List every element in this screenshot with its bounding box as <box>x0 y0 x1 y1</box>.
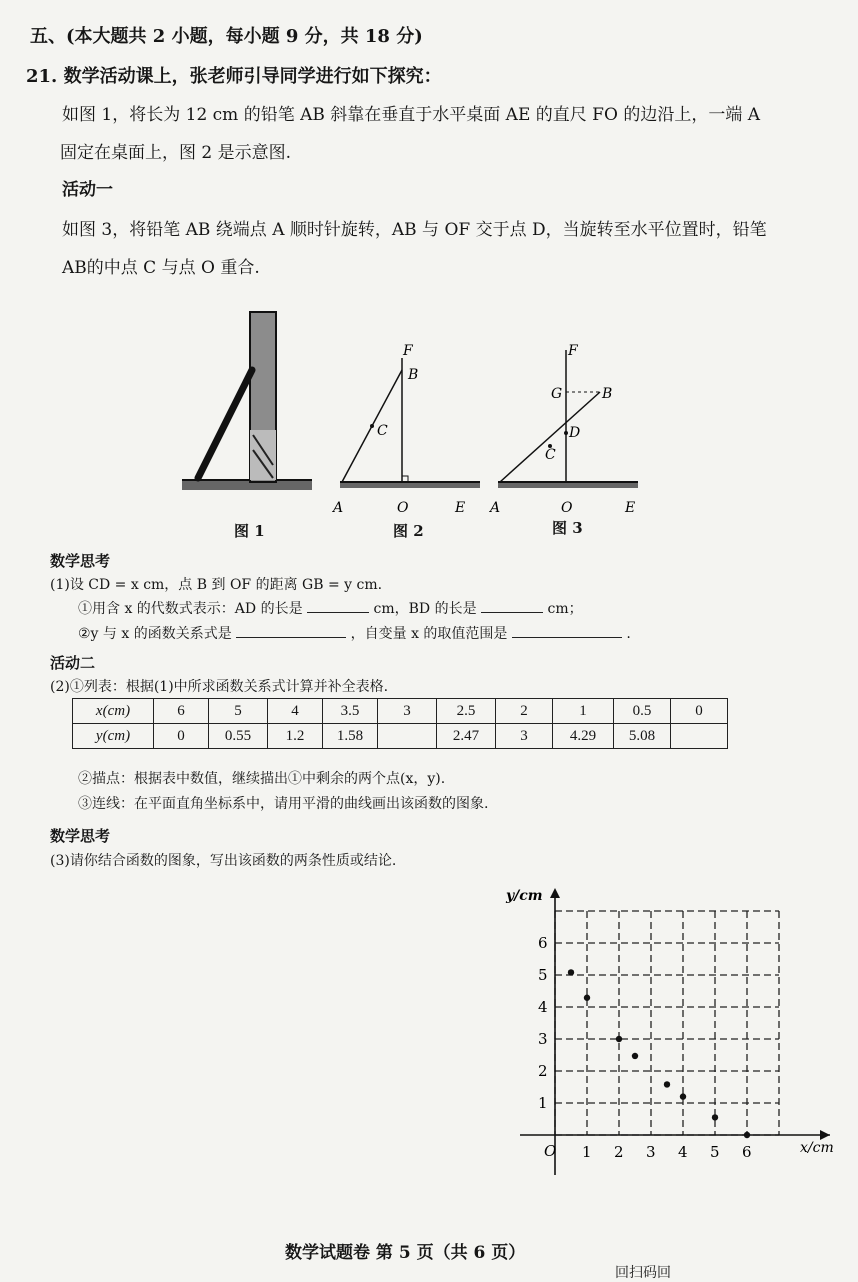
table-cell: 1.2 <box>268 724 323 749</box>
thinking-heading-1: 数学思考 <box>50 552 111 570</box>
question-2b: ②描点：根据表中数值，继续描出①中剩余的两个点(x，y). <box>78 771 446 787</box>
y-tick-label: 2 <box>538 1062 548 1080</box>
fig2-label-O: O <box>397 500 409 516</box>
x-tick-label: 6 <box>742 1143 752 1161</box>
question-1a-prefix: ①用含 x 的代数式表示：AD 的长是 <box>78 601 303 617</box>
table-cell: 5.08 <box>614 724 671 749</box>
data-point <box>680 1093 686 1099</box>
question-1b-suffix: . <box>626 626 631 642</box>
table-cell-blank[interactable] <box>378 724 437 749</box>
question-1a <box>78 598 583 618</box>
table-cell: 3 <box>378 699 437 724</box>
data-point <box>568 969 574 975</box>
y-tick-label: 3 <box>538 1030 548 1048</box>
data-point <box>664 1081 670 1087</box>
table-cell: 1.58 <box>323 724 378 749</box>
figure-1-illustration <box>182 312 312 490</box>
table-cell: 4.29 <box>553 724 614 749</box>
question-2c: ③连线：在平面直角坐标系中，请用平滑的曲线画出该函数的图象. <box>78 796 489 812</box>
y-tick-label: 4 <box>538 998 548 1016</box>
page-footer: 数学试题卷 第 5 页（共 6 页） <box>285 1243 526 1263</box>
data-table <box>72 698 728 749</box>
data-point <box>616 1036 622 1042</box>
y-tick-label: 5 <box>538 966 548 984</box>
data-point <box>584 995 590 1001</box>
data-point <box>744 1132 750 1138</box>
intro-line-2: 固定在桌面上，图 2 是示意图. <box>60 143 292 163</box>
table-cell: 0.55 <box>209 724 268 749</box>
figure-3-diagram <box>498 350 638 488</box>
question-3: (3)请你结合函数的图象，写出该函数的两条性质或结论. <box>50 853 397 869</box>
intro-line-1: 如图 1，将长为 12 cm 的铅笔 AB 斜靠在垂直于水平桌面 AE 的直尺 FO 的边沿上，一端 A <box>62 105 760 125</box>
question-1b-prefix: ②y 与 x 的函数关系式是 <box>78 626 232 642</box>
fig2-label-A: A <box>333 500 344 516</box>
table-cell: 0.5 <box>614 699 671 724</box>
activity-two-heading: 活动二 <box>50 654 96 672</box>
table-cell: 2.47 <box>437 724 496 749</box>
data-point <box>632 1053 638 1059</box>
table-cell: 6 <box>154 699 209 724</box>
fig3-label-A: A <box>490 500 501 516</box>
fig2-label-C: C <box>377 423 388 439</box>
fig3-label-F: F <box>568 343 578 359</box>
data-point <box>712 1114 718 1120</box>
question-number-line: 21. 数学活动课上，张老师引导同学进行如下探究： <box>26 66 442 87</box>
table-cell: 1 <box>553 699 614 724</box>
question-1b <box>78 623 631 643</box>
table-cell: 0 <box>154 724 209 749</box>
x-tick-label: 4 <box>678 1143 688 1161</box>
table-row-y <box>73 724 728 749</box>
x-axis-arrow-icon <box>820 1130 830 1140</box>
figure-3-caption: 图 3 <box>552 519 583 537</box>
figure-1-caption: 图 1 <box>234 522 265 540</box>
coordinate-graph <box>500 880 845 1180</box>
table-cell: 4 <box>268 699 323 724</box>
section-header: 五、(本大题共 2 小题，每小题 9 分，共 18 分) <box>30 26 423 47</box>
activity-one-heading: 活动一 <box>62 180 113 200</box>
fig2-label-F: F <box>403 343 413 359</box>
answer-blank-domain[interactable] <box>512 623 622 638</box>
question-1: (1)设 CD = x cm，点 B 到 OF 的距离 GB = y cm. <box>50 577 383 593</box>
fig3-label-E: E <box>625 500 636 516</box>
y-axis-label: y/cm <box>506 888 543 904</box>
x-tick-label: 1 <box>582 1143 592 1161</box>
fig3-label-C: C <box>545 447 556 463</box>
intro-line-4: AB的中点 C 与点 O 重合. <box>62 258 260 278</box>
thinking-heading-2: 数学思考 <box>50 827 111 845</box>
graph-grid <box>555 911 779 1135</box>
answer-blank-bd[interactable] <box>481 598 543 613</box>
x-tick-label: 2 <box>614 1143 624 1161</box>
plotted-points <box>568 969 750 1138</box>
x-tick-label: 3 <box>646 1143 656 1161</box>
table-cell-blank[interactable] <box>671 724 728 749</box>
table-header-y: y(cm) <box>73 724 154 749</box>
intro-line-3: 如图 3，将铅笔 AB 绕端点 A 顺时针旋转，AB 与 OF 交于点 D，当旋转至水平位置时，铅笔 <box>62 220 767 240</box>
fig3-label-D: D <box>569 425 581 441</box>
figure-2-caption: 图 2 <box>393 522 424 540</box>
y-axis-arrow-icon <box>550 888 560 898</box>
table-cell: 2 <box>496 699 553 724</box>
table-cell: 3.5 <box>323 699 378 724</box>
question-1a-suffix: cm； <box>547 601 583 617</box>
x-axis-label: x/cm <box>800 1140 834 1156</box>
x-tick-label: 5 <box>710 1143 720 1161</box>
table-cell: 2.5 <box>437 699 496 724</box>
table-row-x <box>73 699 728 724</box>
table-cell: 0 <box>671 699 728 724</box>
y-tick-label: 1 <box>538 1094 548 1112</box>
table-cell: 5 <box>209 699 268 724</box>
fig2-label-B: B <box>408 367 419 383</box>
fig3-label-O: O <box>561 500 573 516</box>
answer-blank-ad[interactable] <box>307 598 369 613</box>
fig3-label-G: G <box>551 386 563 402</box>
question-1b-mid: ，自变量 x 的取值范围是 <box>350 626 508 642</box>
table-header-x: x(cm) <box>73 699 154 724</box>
corner-mark: 回扫码回 <box>615 1265 671 1281</box>
answer-blank-function[interactable] <box>236 623 346 638</box>
figures-panel <box>170 300 650 550</box>
question-2a: (2)①列表：根据(1)中所求函数关系式计算并补全表格. <box>50 679 389 695</box>
question-1a-mid: cm，BD 的长是 <box>373 601 477 617</box>
origin-label: O <box>544 1142 557 1160</box>
tick-labels <box>538 934 752 1161</box>
y-tick-label: 6 <box>538 934 548 952</box>
table-cell: 3 <box>496 724 553 749</box>
fig3-label-B: B <box>602 386 613 402</box>
fig2-label-E: E <box>455 500 466 516</box>
